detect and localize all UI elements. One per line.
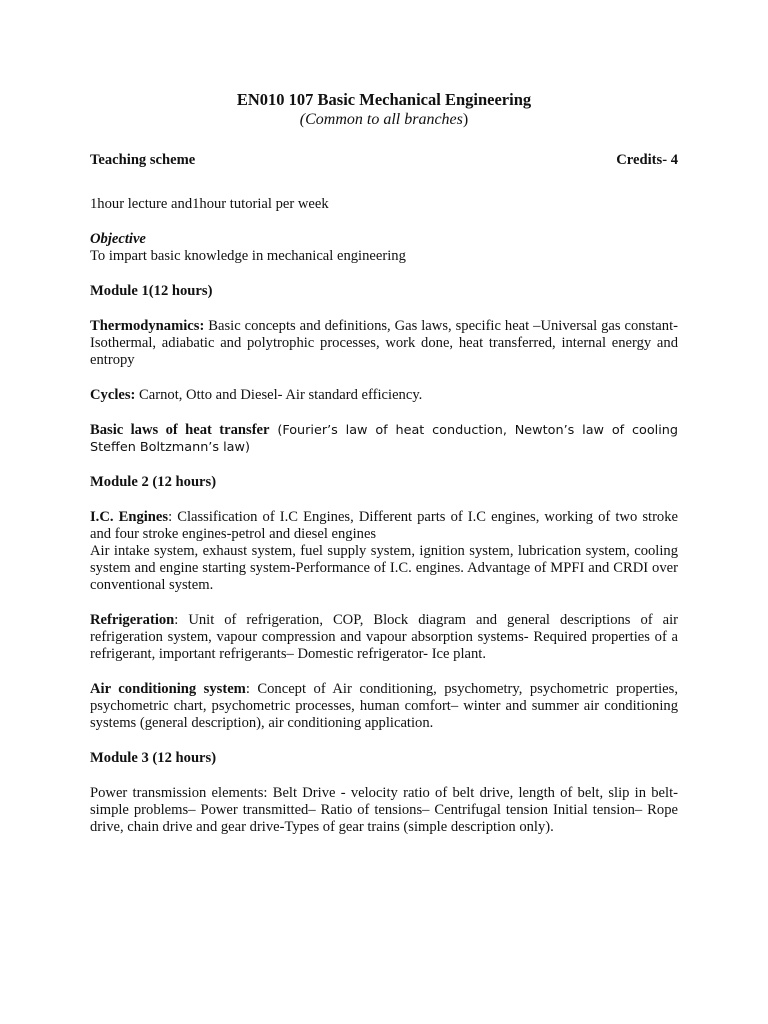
module-1-heading: Module 1(12 hours) <box>90 283 213 299</box>
objective-text: To impart basic knowledge in mechanical engineering <box>90 248 406 264</box>
module-2-heading: Module 2 (12 hours) <box>90 474 217 490</box>
ic-engines-label: I.C. Engines <box>90 509 169 525</box>
subtitle-open-paren: ( <box>299 111 306 128</box>
subtitle-close-paren: ) <box>462 111 469 128</box>
document-subtitle <box>90 110 678 130</box>
air-conditioning-label: Air conditioning system <box>90 681 246 697</box>
cycles-paragraph <box>90 387 678 404</box>
subtitle-text: Common to all branches <box>305 111 463 128</box>
cycles-label: Cycles: <box>90 387 136 403</box>
thermodynamics-label: Thermodynamics: <box>90 318 205 334</box>
heat-transfer-paragraph <box>90 422 678 456</box>
teaching-scheme-label: Teaching scheme <box>90 152 196 168</box>
document-title: EN010 107 Basic Mechanical Engineering <box>236 90 532 109</box>
objective-heading: Objective <box>90 231 146 247</box>
hours-text: 1hour lecture and1hour tutorial per week <box>90 196 329 212</box>
air-conditioning-paragraph <box>90 681 678 732</box>
credits-label: Credits- 4 <box>616 152 678 168</box>
thermodynamics-paragraph <box>90 318 678 369</box>
cycles-text: Carnot, Otto and Diesel- Air standard efficiency. <box>135 387 423 403</box>
teaching-scheme-row <box>90 152 678 169</box>
heat-transfer-text: (Fourier’s law of heat conduction, Newton’s law of cooling Steffen Boltzmann’s law) <box>90 423 678 455</box>
ic-engines-paragraph <box>90 509 678 543</box>
thermodynamics-text: Basic concepts and definitions, Gas laws, specific heat –Universal gas constant- Isothermal, adiabatic and polytrophic processes, work done, heat transferred, internal energy and entropy <box>90 318 678 368</box>
refrigeration-paragraph <box>90 612 678 663</box>
air-intake-paragraph: Air intake system, exhaust system, fuel supply system, ignition system, lubrication system, cooling system and engine starting system-Performance of I.C. engines. Advantage of MPFI and CRDI over conventional system. <box>90 543 678 593</box>
refrigeration-text: : Unit of refrigeration, COP, Block diagram and general descriptions of air refrigeration system, vapour compression and vapour absorption systems- Required properties of a refrigerant, important refrigerants– Domestic refrigerator- Ice plant. <box>90 612 678 662</box>
air-conditioning-text: : Concept of Air conditioning, psychometry, psychometric properties, psychometric chart, psychometric processes, human comfort– winter and summer air conditioning systems (general description), air conditioning application. <box>90 681 678 731</box>
document-content <box>90 90 678 836</box>
refrigeration-label: Refrigeration <box>90 612 175 628</box>
ic-engines-text: : Classification of I.C Engines, Different parts of I.C engines, working of two stroke and four stroke engines-petrol and diesel engines <box>90 509 678 542</box>
power-transmission-paragraph: Power transmission elements: Belt Drive - velocity ratio of belt drive, length of belt, slip in belt-simple problems– Power transmitted– Ratio of tensions– Centrifugal tension Initial tension– Rope drive, chain drive and gear drive-Types of gear trains (simple description only). <box>90 785 678 835</box>
module-3-heading: Module 3 (12 hours) <box>90 750 217 766</box>
heat-transfer-label: Basic laws of heat transfer <box>90 422 270 438</box>
